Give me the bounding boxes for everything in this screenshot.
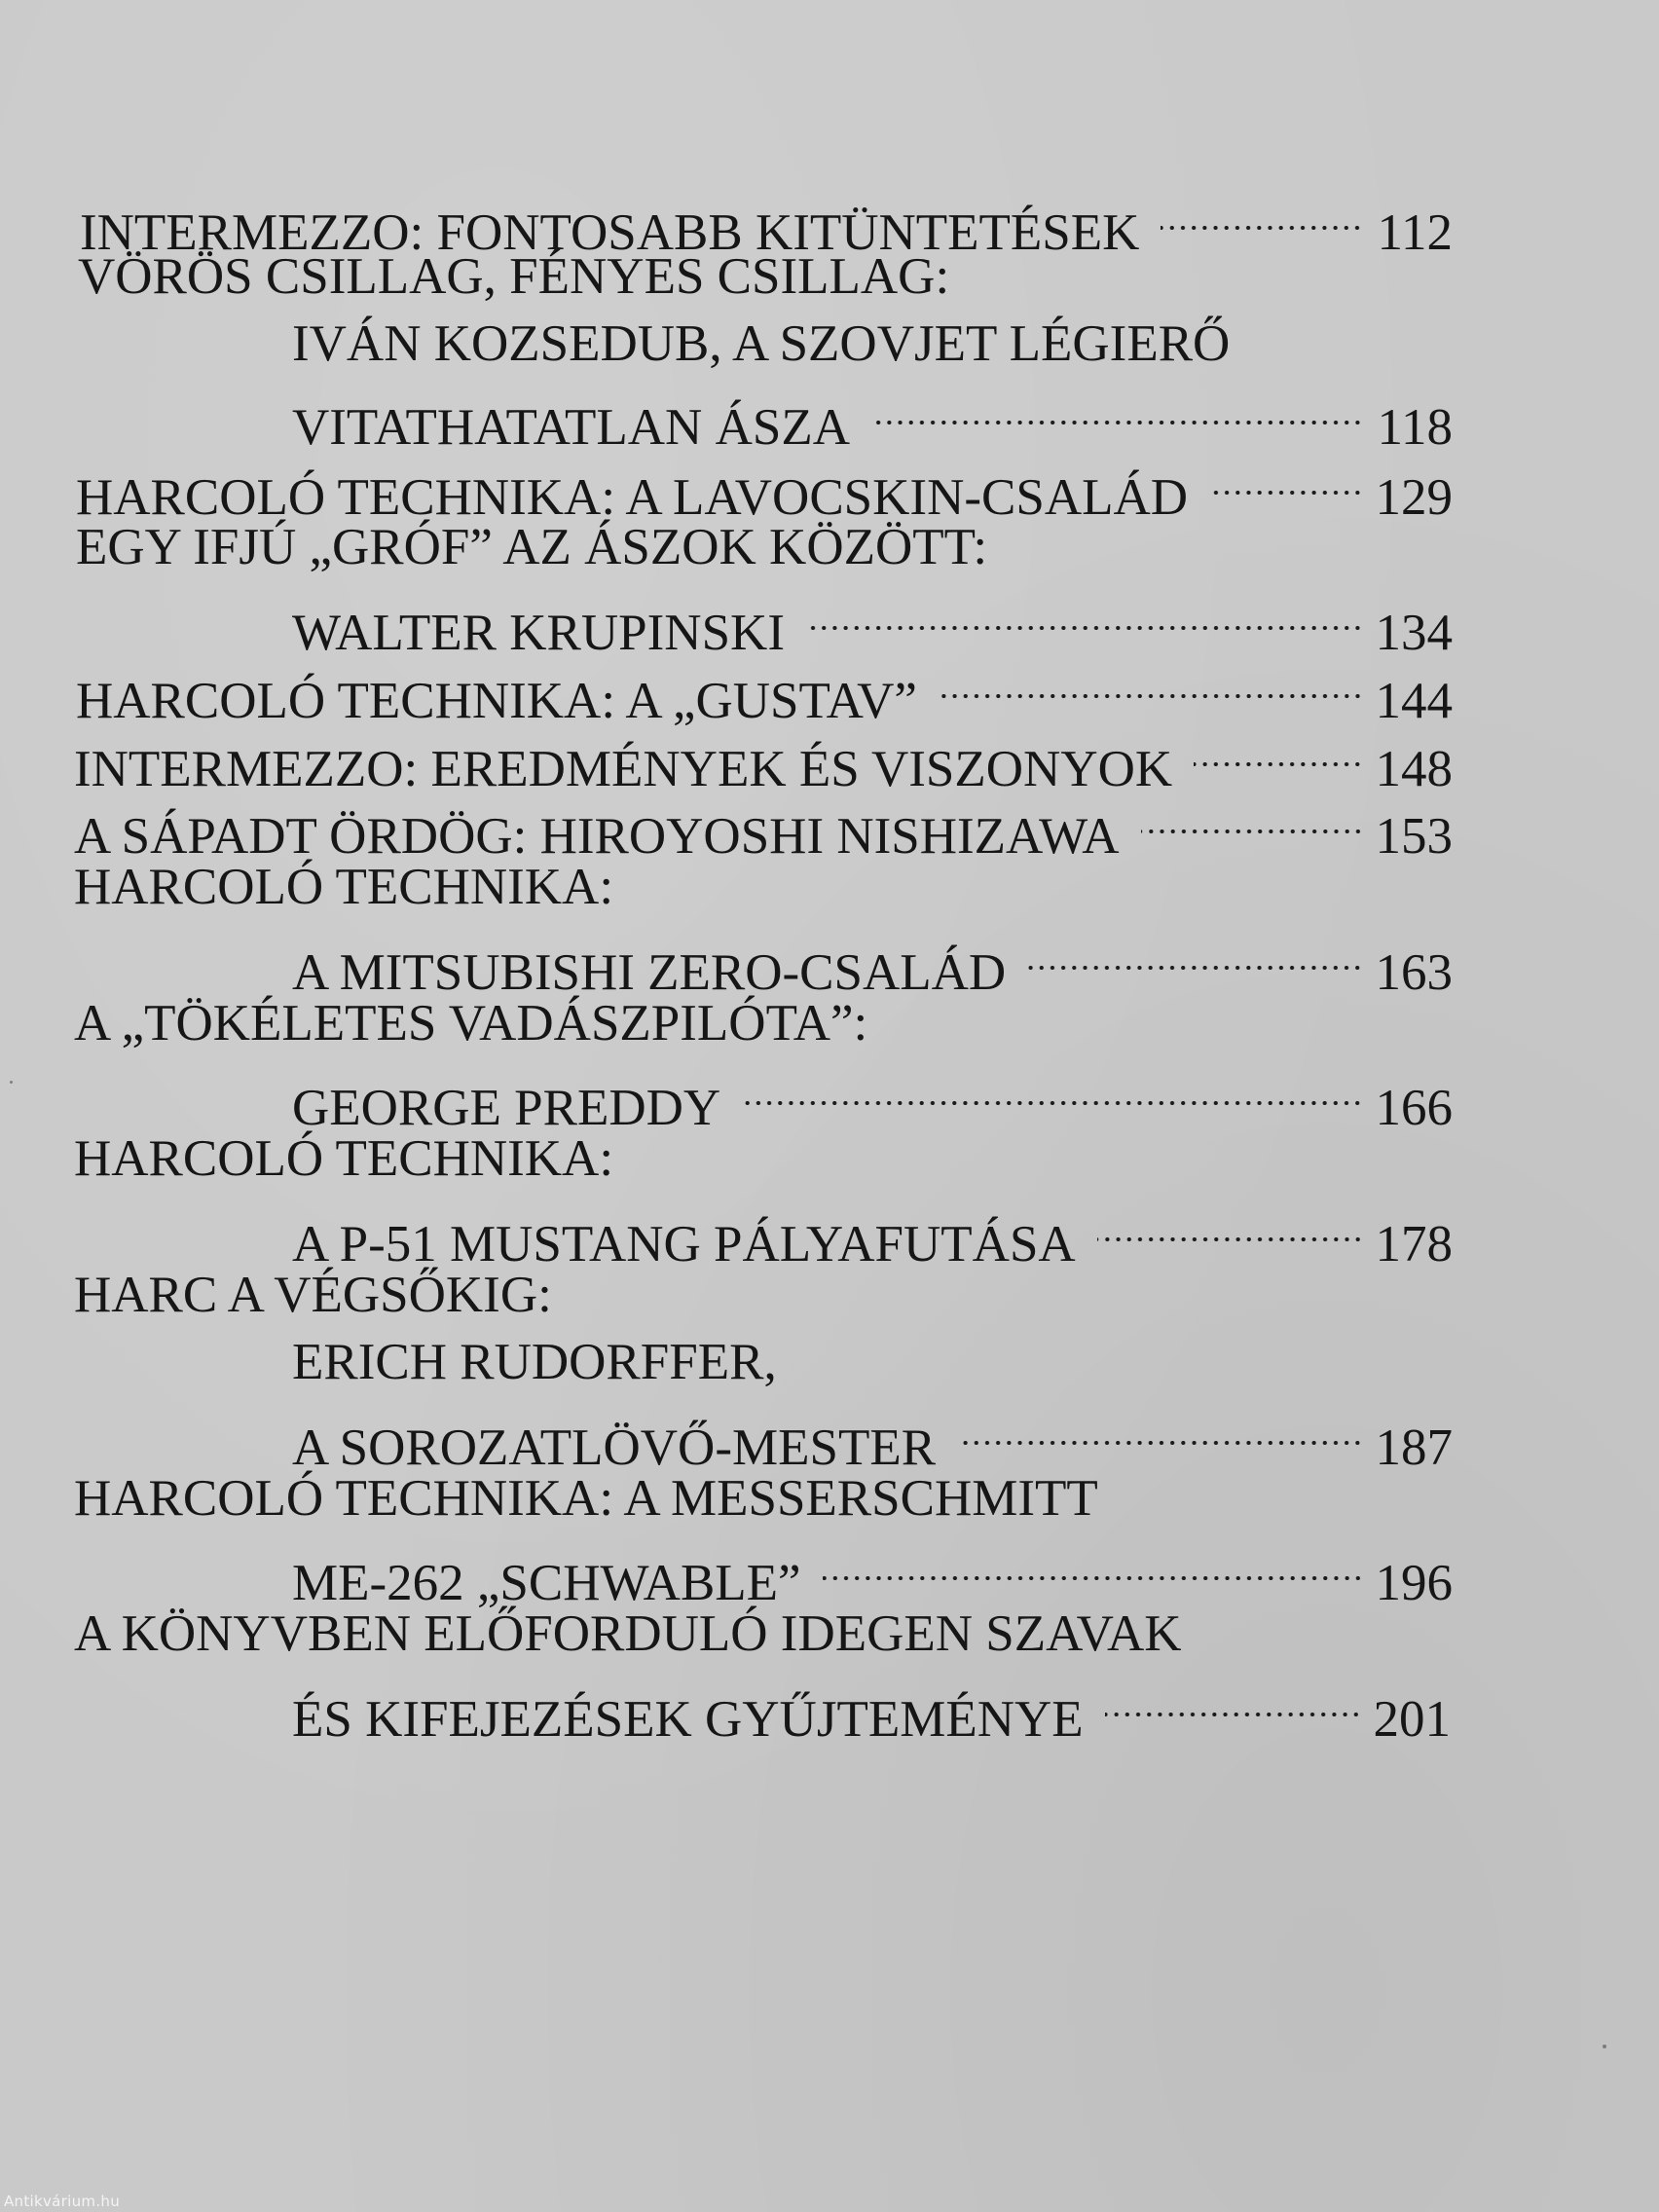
toc-entry-title: A SOROZATLÖVŐ-MESTER bbox=[292, 1419, 937, 1476]
toc-entry-title: INTERMEZZO: EREDMÉNYEK ÉS VISZONYOK bbox=[74, 741, 1173, 797]
toc-entry-title: A „TÖKÉLETES VADÁSZPILÓTA”: bbox=[74, 995, 868, 1051]
toc-entry-title: GEORGE PREDDY bbox=[292, 1080, 721, 1136]
toc-entry-title: A MITSUBISHI ZERO-CSALÁD bbox=[292, 944, 1007, 1001]
toc-entry-page: 118 bbox=[1377, 399, 1453, 456]
toc-entry-title: IVÁN KOZSEDUB, A SZOVJET LÉGIERŐ bbox=[292, 315, 1231, 372]
dot-leader bbox=[1209, 446, 1363, 514]
toc-entry bbox=[292, 310, 1453, 378]
toc-entry bbox=[292, 581, 1453, 661]
toc-entry-title: HARC A VÉGSŐKIG: bbox=[74, 1267, 552, 1323]
toc-entry bbox=[292, 1328, 1453, 1396]
toc-entry-title: ERICH RUDORFFER, bbox=[292, 1334, 777, 1390]
toc-entry-title: EGY IFJÚ „GRÓF” AZ ÁSZOK KÖZÖTT: bbox=[76, 519, 988, 575]
toc-entry-page: 144 bbox=[1375, 673, 1453, 729]
toc-entry bbox=[80, 181, 1453, 261]
toc-entry-title: HARCOLÓ TECHNIKA: A „GUSTAV” bbox=[76, 673, 917, 729]
toc-entry-title: INTERMEZZO: FONTOSABB KITÜNTETÉSEK bbox=[80, 204, 1140, 261]
toc-entry-title: VITATHATATLAN ÁSZA bbox=[292, 399, 850, 456]
toc-entry-title: A KÖNYVBEN ELŐFORDULÓ IDEGEN SZAVAK bbox=[74, 1605, 1182, 1662]
toc-entry bbox=[292, 1396, 1453, 1476]
toc-entry bbox=[292, 1531, 1453, 1611]
dot-leader bbox=[1141, 785, 1363, 853]
toc-entry-page: 187 bbox=[1375, 1419, 1453, 1476]
dot-leader bbox=[1161, 181, 1363, 249]
toc-entry-title: HARCOLÓ TECHNIKA: bbox=[74, 859, 614, 915]
toc-entry-page: 112 bbox=[1377, 204, 1453, 261]
toc-entry bbox=[78, 242, 1453, 311]
dust-speck bbox=[10, 1081, 13, 1084]
dot-leader bbox=[806, 581, 1363, 649]
toc-entry-page: 153 bbox=[1375, 808, 1453, 865]
dot-leader bbox=[1027, 921, 1363, 989]
toc-entry bbox=[292, 1193, 1453, 1272]
toc-entry-title: HARCOLÓ TECHNIKA: A LAVOCSKIN-CSALÁD bbox=[76, 469, 1189, 526]
dot-leader bbox=[1097, 1193, 1363, 1261]
dot-leader bbox=[823, 1531, 1363, 1600]
toc-entry bbox=[74, 785, 1453, 865]
dot-leader bbox=[742, 1056, 1363, 1124]
dust-speck bbox=[1603, 2045, 1606, 2048]
toc-entry bbox=[292, 1056, 1453, 1136]
toc-entry-page: 163 bbox=[1375, 944, 1453, 1001]
toc-entry-title: A P-51 MUSTANG PÁLYAFUTÁSA bbox=[292, 1216, 1076, 1272]
toc-entry bbox=[74, 718, 1453, 797]
toc-entry bbox=[74, 1600, 1453, 1668]
toc-entry bbox=[292, 376, 1453, 456]
toc-entry bbox=[74, 1124, 1453, 1193]
toc-entry bbox=[76, 649, 1453, 729]
toc-entry-page: 201 bbox=[1373, 1691, 1451, 1748]
toc-entry-page: 148 bbox=[1375, 741, 1453, 797]
dot-leader bbox=[1194, 718, 1363, 786]
toc-entry bbox=[292, 1668, 1451, 1748]
toc-entry bbox=[74, 1464, 1453, 1532]
watermark: Antikvárium.hu bbox=[4, 2193, 121, 2210]
toc-entry-title: VÖRÖS CSILLAG, FÉNYES CSILLAG: bbox=[78, 248, 950, 305]
toc-entry-page: 166 bbox=[1375, 1080, 1453, 1136]
dot-leader bbox=[957, 1396, 1363, 1464]
toc-entry-title: HARCOLÓ TECHNIKA: bbox=[74, 1130, 614, 1187]
toc-entry-page: 134 bbox=[1375, 605, 1453, 661]
toc-entry-title: WALTER KRUPINSKI bbox=[292, 605, 785, 661]
toc-entry-page: 178 bbox=[1375, 1216, 1453, 1272]
toc-entry-page: 129 bbox=[1375, 469, 1453, 526]
toc-entry-title: A SÁPADT ÖRDÖG: HIROYOSHI NISHIZAWA bbox=[74, 808, 1120, 865]
toc-entry-title: ÉS KIFEJEZÉSEK GYŰJTEMÉNYE bbox=[292, 1691, 1084, 1748]
dot-leader bbox=[1105, 1668, 1361, 1736]
toc-entry bbox=[74, 853, 1453, 921]
toc-entry-page: 196 bbox=[1375, 1555, 1453, 1611]
dot-leader bbox=[939, 649, 1363, 718]
toc-entry-title: ME-262 „SCHWABLE” bbox=[292, 1555, 801, 1611]
toc-entry bbox=[74, 1261, 1453, 1329]
toc-entry bbox=[74, 989, 1453, 1057]
toc-entry bbox=[292, 921, 1453, 1001]
toc-entry bbox=[76, 513, 1453, 581]
toc-entry bbox=[76, 446, 1453, 526]
dot-leader bbox=[871, 376, 1363, 444]
toc-entry-title: HARCOLÓ TECHNIKA: A MESSERSCHMITT bbox=[74, 1470, 1098, 1527]
